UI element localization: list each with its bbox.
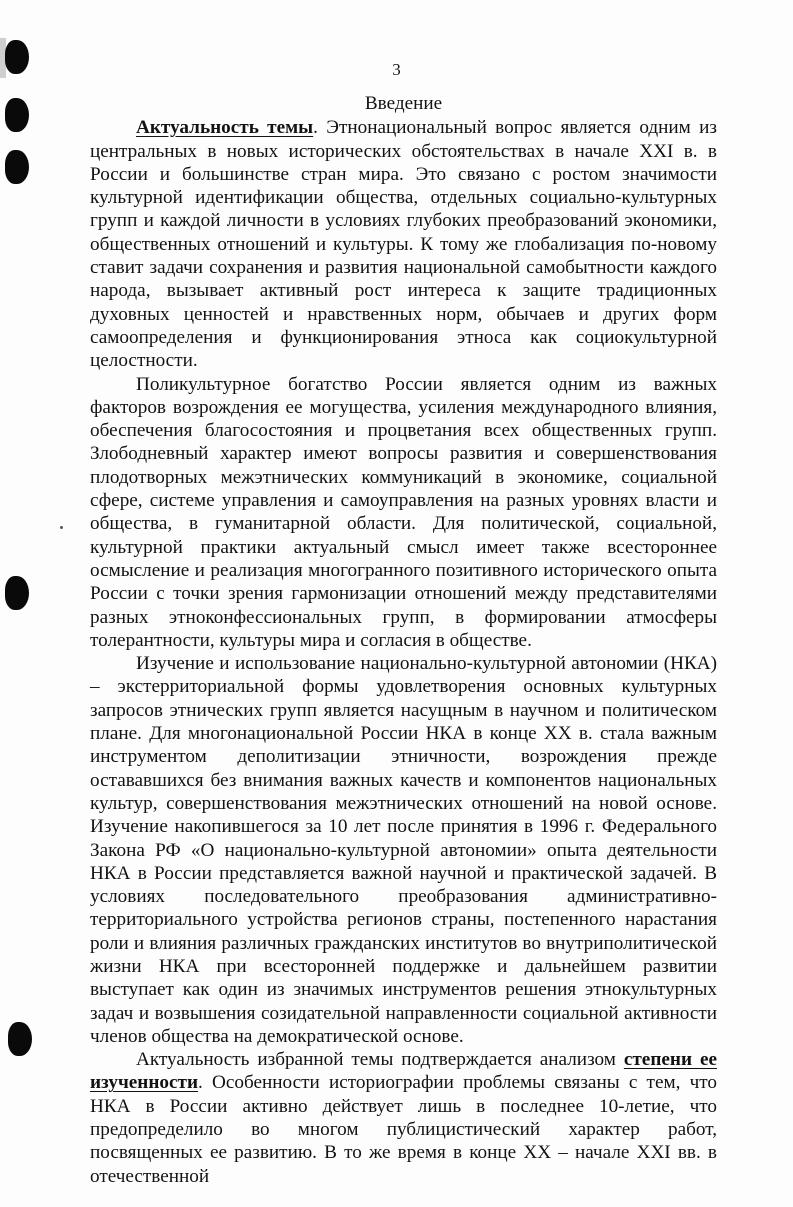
paragraph-nka: Изучение и использование национально-культурной автономии (НКА) – экстерриториальной формы удовлетворения основных культурных запросов этнических групп является насущным в научном и политическом плане. Для многонациональной России НКА в конце XX в. стала важным инструментом деполитизации этничности, возрождения прежде остававшихся без внимания важных качеств и компонентов национальных культур, совершенствования межэтнических отношений на новой основе. Изучение накопившегося за 10 лет после принятия в 1996 г. Федерального Закона РФ «О национально-культурной автономии» опыта деятельности НКА в России представляется важной научной и практической задачей. В условиях последовательного преобразования административно-территориального устройства регионов страны, постепенного нарастания роли и влияния различных гражданских институтов во внутриполитической жизни НКА при всесторонней поддержке и дальнейшем развитии выступает как один из значимых инструментов решения этнокультурных задач и возвышения созидательной направленности социальной активности членов общества на демократической основе. bbox=[90, 653, 717, 1047]
paragraph-text: . Этнонациональный вопрос является одним из центральных в новых исторических обстоятельствах в начале XXI в. в России и большинстве стран мира. Это связано с ростом значимости культурной идентификации общества, отдельных социально-культурных групп и каждой личности в условиях глубоких преобразований экономики, общественных отношений и культуры. К тому же глобализация по-новому ставит задачи сохранения и развития национальной самобытности каждого народа, вызывает активный рост интереса к защите традиционных духовных ценностей и нравственных норм, обычаев и других форм самоопределения и функционирования этноса как социокультурной целостности. bbox=[90, 117, 717, 372]
document-body bbox=[90, 92, 717, 1188]
paragraph-text: . Особенности историографии проблемы связаны с тем, что НКА в России активно действует лишь в последнее 10-летие, что предопределило во многом публицистический характер работ, посвященных ее развитию. В то же время в конце XX – начале XXI вв. в отечественной bbox=[90, 1072, 717, 1187]
punch-hole bbox=[5, 98, 29, 132]
paragraph-multicultural: Поликультурное богатство России является одним из важных факторов возрождения ее могущества, усиления международного влияния, обеспечения благосостояния и процветания всех общественных групп. Злободневный характер имеют вопросы развития и совершенствования плодотворных межэтнических коммуникаций в экономике, социальной сфере, системе управления и самоуправления на разных уровнях власти и общества, в гуманитарной области. Для политической, социальной, культурной практики актуальный смысл имеет также всестороннее осмысление и реализация многогранного позитивного исторического опыта России с точки зрения гармонизации отношений между представителями разных этноконфессиональных групп, в формировании атмосферы толерантности, культуры мира и согласия в обществе. bbox=[90, 373, 717, 651]
page-number: 3 bbox=[392, 60, 401, 79]
punch-hole bbox=[5, 150, 29, 184]
punch-hole bbox=[8, 1022, 32, 1056]
punch-hole bbox=[5, 576, 29, 610]
paragraph-historiography bbox=[90, 1048, 717, 1188]
study-degree-emphasis: степени ее изученности bbox=[90, 1049, 717, 1094]
section-heading: Введение bbox=[364, 93, 443, 114]
paragraph-text: Актуальность избранной темы подтверждается анализом bbox=[136, 1049, 624, 1071]
scan-speck bbox=[60, 526, 63, 529]
relevance-lead: Актуальность темы bbox=[136, 117, 314, 139]
paragraph-relevance bbox=[90, 116, 717, 372]
